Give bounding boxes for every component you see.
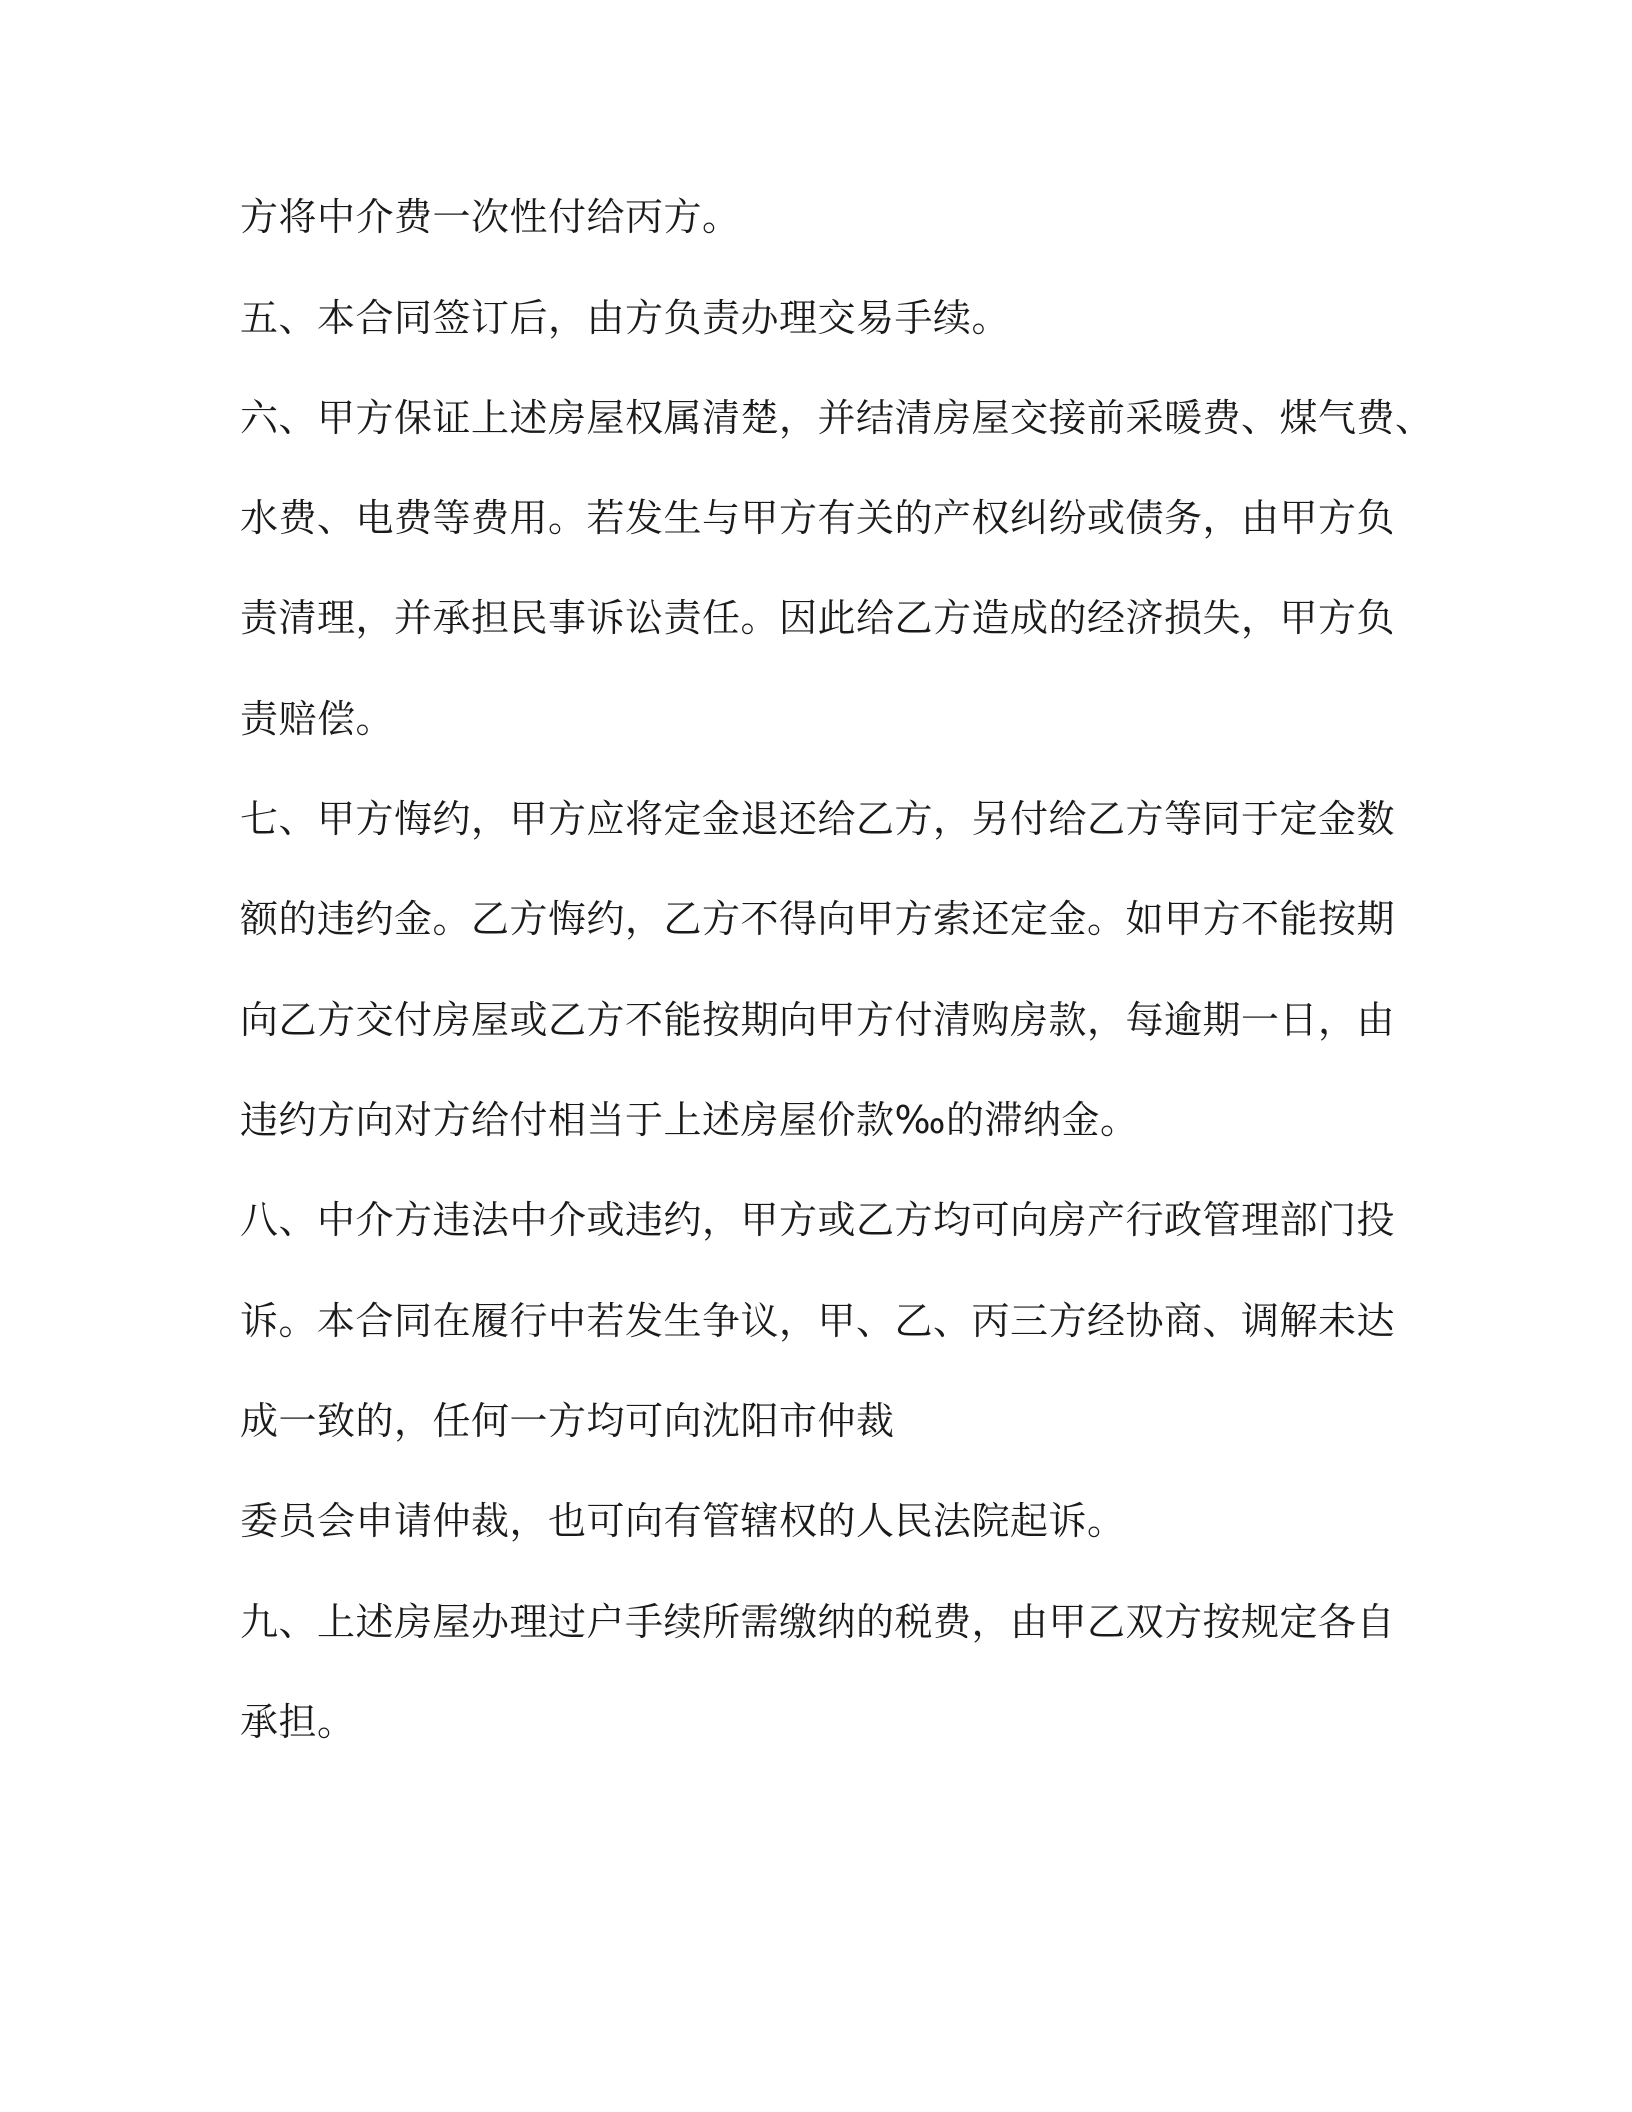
text-line-2: 五、本合同签订后，由方负责办理交易手续。 xyxy=(240,296,1011,340)
text-line-11: 八、中介方违法中介或违约，甲方或乙方均可向房产行政管理部门投 xyxy=(240,1198,1396,1242)
text-line-4: 水费、电费等费用。若发生与甲方有关的产权纠纷或债务，由甲方负 xyxy=(240,496,1396,540)
text-line-6: 责赔偿。 xyxy=(240,697,395,741)
text-line-8: 额的违约金。乙方悔约，乙方不得向甲方索还定金。如甲方不能按期 xyxy=(240,897,1396,941)
text-line-16: 承担。 xyxy=(240,1700,356,1744)
text-line-9: 向乙方交付房屋或乙方不能按期向甲方付清购房款，每逾期一日，由 xyxy=(240,998,1396,1042)
text-line-13: 成一致的，任何一方均可向沈阳市仲裁 xyxy=(240,1399,895,1443)
text-line-7: 七、甲方悔约，甲方应将定金退还给乙方，另付给乙方等同于定金数 xyxy=(240,797,1396,841)
text-line-14: 委员会申请仲裁，也可向有管辖权的人民法院起诉。 xyxy=(240,1499,1126,1543)
text-line-15: 九、上述房屋办理过户手续所需缴纳的税费，由甲乙双方按规定各自 xyxy=(240,1600,1396,1644)
text-line-10: 违约方向对方给付相当于上述房屋价款‰的滞纳金。 xyxy=(240,1098,1139,1142)
text-line-3: 六、甲方保证上述房屋权属清楚，并结清房屋交接前采暖费、煤气费、 xyxy=(240,396,1434,440)
text-line-5: 责清理，并承担民事诉讼责任。因此给乙方造成的经济损失，甲方负 xyxy=(240,596,1396,640)
text-line-1: 方将中介费一次性付给丙方。 xyxy=(240,195,741,239)
text-line-12: 诉。本合同在履行中若发生争议，甲、乙、丙三方经协商、调解未达 xyxy=(240,1299,1396,1343)
